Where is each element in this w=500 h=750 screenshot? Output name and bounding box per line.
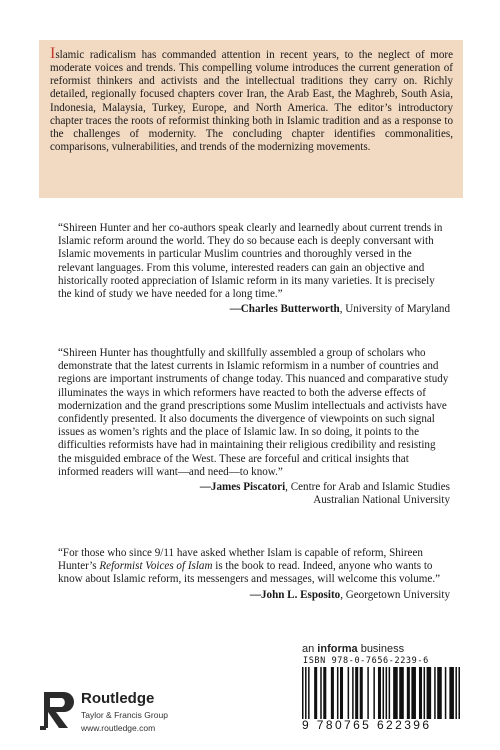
barcode-bar <box>407 667 410 719</box>
summary-text: slamic radicalism has commanded attention in recent years, to the neglect of more moderate voices and trends. This compelling volume introduces the current generation of reformist thinkers and activists and the intellectual traditions they carry on. Richly detailed, regionally focused chapters cover Iran, the Arab East, the Maghreb, South Asia, Indonesia, Malaysia, Turkey, Europe, and North America. The editor’s introductory chapter traces the roots of reformist thinking both in Islamic tradition and as a response to the challenges of modernity. The concluding chapter identifies commonalities, comparisons, vulnerabilities, and trends of the modernizing movements. <box>50 49 453 154</box>
informa-tag <box>302 643 404 655</box>
quote-affiliation: , Centre for Arab and Islamic Studies <box>285 481 450 494</box>
barcode-bar <box>393 667 398 719</box>
barcode-bar <box>445 667 447 719</box>
quote-affiliation-2: Australian National University <box>313 494 450 507</box>
informa-suffix: business <box>357 643 405 655</box>
quote-affiliation: , University of Maryland <box>339 303 450 316</box>
book-title: Reformist Voices of Islam <box>99 560 213 573</box>
barcode-bar <box>455 667 457 719</box>
barcode-bar <box>308 667 310 719</box>
quote-author: —James Piscatori <box>199 481 286 494</box>
barcode-bar <box>340 667 343 719</box>
quote-affiliation: , Georgetown University <box>340 588 450 601</box>
quote-text: “Shireen Hunter has thoughtfully and skillfully assembled a group of scholars who demonstrate that the latest currents in Islamic reformism in a number of countries and regions are important instruments of change today. This nuanced and comparative study illuminates the ways in which reformers have reacted to both the adverse effects of modernization and the grand prescriptions some Muslim intellectuals and activists have confidently presented. It also documents the divergence of viewpoints on such signal issues as women’s rights and the place of Islamic law. In so doing, it points to the difficulties reformists have had in maintaining their religious credibility and resisting the misguided embrace of the West. These are forceful and critical insights that informed readers will want—and need—to know.” <box>58 347 449 478</box>
barcode-bar <box>367 667 369 719</box>
barcode-bar <box>373 667 375 719</box>
quote-author: —Charles Butterworth <box>229 303 340 316</box>
summary-box <box>39 40 463 198</box>
barcode-bar <box>323 667 326 719</box>
endorsement-piscatori <box>58 347 450 507</box>
barcode-bar <box>355 667 358 719</box>
barcode-bar <box>434 667 436 719</box>
barcode-bar <box>449 667 454 719</box>
brand-name: Routledge <box>81 690 155 707</box>
dropcap: I <box>50 45 56 62</box>
barcode-bar <box>411 667 416 719</box>
barcode-bar <box>383 667 385 719</box>
quote-author: —John L. Esposito <box>249 588 341 601</box>
quote-text-before: “For those who since 9/11 have asked whether Islam is capable of reform, Shireen Hunter’s <box>58 547 423 573</box>
barcode-bar <box>360 667 363 719</box>
barcode-digits: 9 780765 622396 <box>302 718 432 732</box>
barcode-bar <box>386 667 388 719</box>
barcode-bar <box>305 667 307 719</box>
quote-text <box>58 547 450 587</box>
informa-brand: informa <box>317 643 358 655</box>
barcode-bar <box>378 667 381 719</box>
barcode-bar <box>437 667 442 719</box>
barcode-bar <box>352 667 354 719</box>
endorsement-butterworth <box>58 222 450 316</box>
barcode-bar <box>320 667 322 719</box>
barcode <box>302 667 460 719</box>
quote-attribution <box>58 589 450 602</box>
barcode-bar <box>337 667 339 719</box>
barcode-bar <box>419 667 422 719</box>
brand-group: Taylor & Francis Group <box>81 710 168 720</box>
barcode-bar <box>458 667 460 719</box>
brand-url[interactable]: www.routledge.com <box>81 723 156 733</box>
barcode-bar <box>314 667 317 719</box>
quote-attribution <box>58 303 450 316</box>
isbn-label: ISBN 978-0-7656-2239-6 <box>303 656 429 666</box>
barcode-bar <box>302 667 304 719</box>
barcode-bar <box>399 667 404 719</box>
informa-prefix: an <box>302 643 318 655</box>
endorsement-esposito <box>58 547 450 602</box>
barcode-bar <box>331 667 334 719</box>
barcode-bar <box>348 667 350 719</box>
quote-text-after: is the book to read. Indeed, anyone who wants to know about Islamic reform, its messengers and messages, will welcome this volume.” <box>58 560 441 586</box>
barcode-bar <box>389 667 391 719</box>
routledge-logo-icon <box>40 690 74 730</box>
quote-attribution <box>58 481 450 507</box>
barcode-bar <box>424 667 426 719</box>
barcode-bar <box>427 667 432 719</box>
quote-text: “Shireen Hunter and her co-authors speak clearly and learnedly about current trends in Islamic reform around the world. They do so because each is deeply conversant with Islamic movements in particular Muslim countries and thoroughly versed in the relevant languages. From this volume, interested readers can gain an objective and historically rooted appreciation of Islamic reform in its many varieties. It is precisely the kind of study we have needed for a long time.” <box>58 222 443 301</box>
